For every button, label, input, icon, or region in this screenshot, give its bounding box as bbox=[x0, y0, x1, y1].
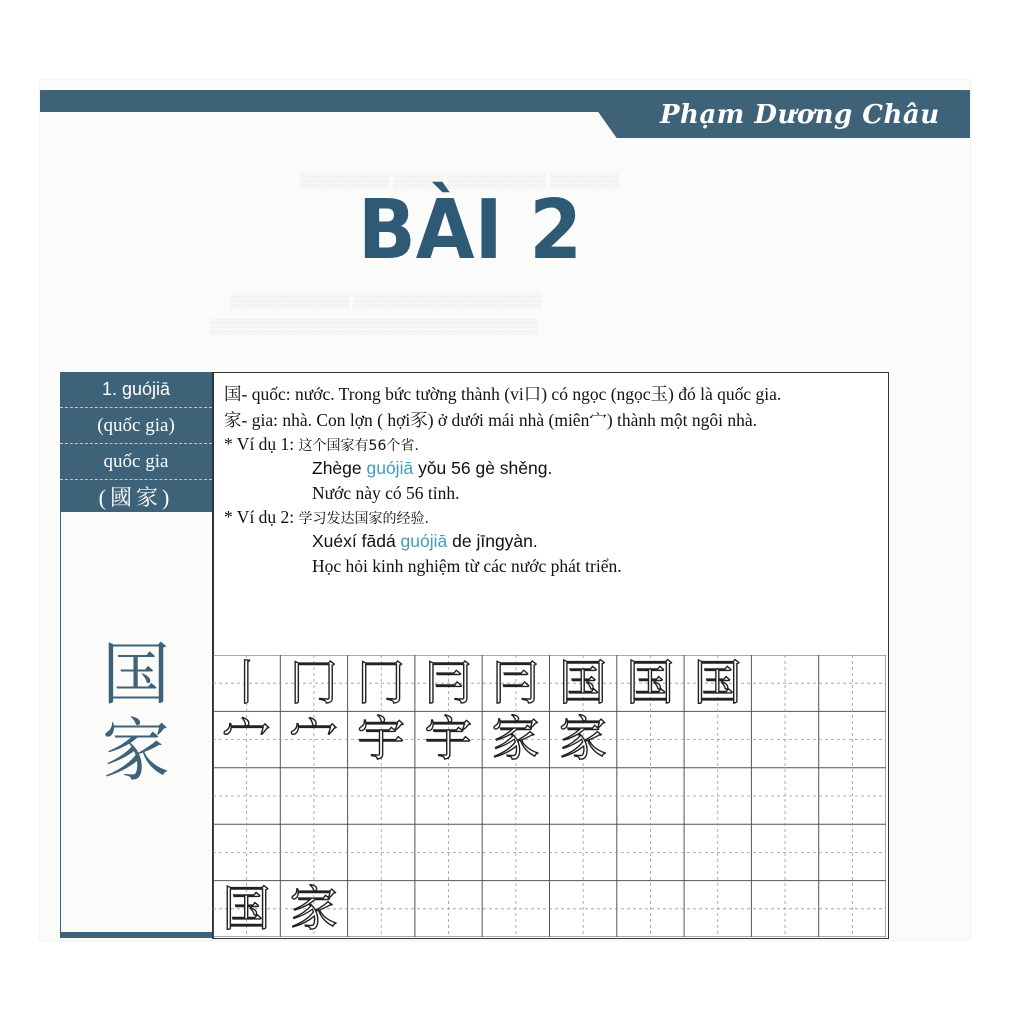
stroke-order-char: 家 bbox=[491, 711, 540, 768]
explanation-guo: 国- quốc: nước. Trong bức tường thành (vi口) có ngọc (ngọc玉) đó là quốc gia. bbox=[224, 384, 782, 404]
stroke-order-char: 冂 bbox=[289, 655, 338, 711]
big-character-guo: 国 bbox=[101, 636, 170, 715]
stroke-order-char: 冂 bbox=[357, 655, 406, 711]
example-1-pinyin bbox=[312, 456, 552, 480]
stroke-order-char: 国 bbox=[693, 655, 742, 711]
stroke-order-char: 家 bbox=[289, 880, 338, 937]
stroke-order-char: 国 bbox=[222, 880, 271, 937]
stroke-order-char: 宇 bbox=[357, 711, 406, 768]
vocab-traditional: (國家) bbox=[98, 485, 174, 510]
author-name: Phạm Dương Châu bbox=[660, 100, 940, 130]
bleed-through-text: ▒▒▒▒▒▒▒▒▒▒▒▒ ▒▒▒▒▒▒▒▒▒▒▒▒▒▒▒▒▒▒▒ bbox=[230, 292, 542, 308]
example-2 bbox=[224, 505, 429, 529]
vocab-meaning: quốc gia bbox=[60, 444, 212, 480]
stroke-order-char: 宀 bbox=[289, 711, 338, 768]
example-2-pinyin-a: Xuéxí fādá bbox=[312, 531, 401, 551]
bleed-through-text: ▒▒▒▒▒▒▒▒▒ ▒▒▒▒▒ ▒▒▒▒▒▒▒▒▒▒ ▒▒▒▒▒▒▒ bbox=[300, 172, 620, 188]
stroke-order-char: 国 bbox=[626, 655, 675, 711]
example-2-label: * Ví dụ 2: bbox=[224, 507, 295, 527]
lesson-title: BÀI 2 bbox=[357, 181, 583, 278]
stroke-order-char: 冃 bbox=[424, 655, 473, 711]
vocab-sino-viet: (quốc gia) bbox=[60, 408, 212, 444]
example-1-pinyin-a: Zhège bbox=[312, 458, 367, 478]
example-1-translation: Nước này có 56 tỉnh. bbox=[312, 483, 460, 503]
stroke-order-char: 冃 bbox=[491, 655, 540, 711]
stroke-order-char: 宇 bbox=[424, 711, 473, 768]
explanation-jia: 家- gia: nhà. Con lợn ( hợi豕) ở dưới mái nhà (miên宀) thành một ngôi nhà. bbox=[224, 410, 758, 430]
example-2-translation: Học hỏi kinh nghiệm từ các nước phát triển. bbox=[312, 556, 622, 576]
example-1-pinyin-highlight: guójiā bbox=[366, 458, 414, 478]
example-1-chinese: 这个国家有56个省. bbox=[298, 438, 419, 454]
example-2-pinyin-b: de jīngyàn. bbox=[447, 531, 538, 551]
vocab-pinyin: 1. guójiā bbox=[60, 372, 212, 408]
example-2-chinese: 学习发达国家的经验. bbox=[298, 511, 429, 527]
stroke-order-char: 家 bbox=[558, 711, 607, 768]
bleed-through-text: ▒▒▒▒▒▒▒▒▒▒▒▒▒▒▒▒▒▒▒▒▒▒▒▒▒▒▒▒▒▒▒▒▒ bbox=[210, 318, 538, 334]
example-2-pinyin bbox=[312, 529, 538, 553]
sidebar-footer-bar bbox=[60, 932, 212, 938]
big-character-jia: 家 bbox=[101, 712, 170, 791]
stroke-order-char: 丨 bbox=[222, 655, 271, 711]
example-1-label: * Ví dụ 1: bbox=[224, 434, 295, 454]
example-1 bbox=[224, 432, 419, 456]
stroke-order-char: 国 bbox=[558, 655, 607, 711]
example-2-pinyin-highlight: guójiā bbox=[400, 531, 448, 551]
example-1-pinyin-b: yǒu 56 gè shěng. bbox=[413, 458, 553, 478]
stroke-order-char: 宀 bbox=[222, 711, 271, 768]
vocab-sidebar bbox=[60, 372, 212, 512]
